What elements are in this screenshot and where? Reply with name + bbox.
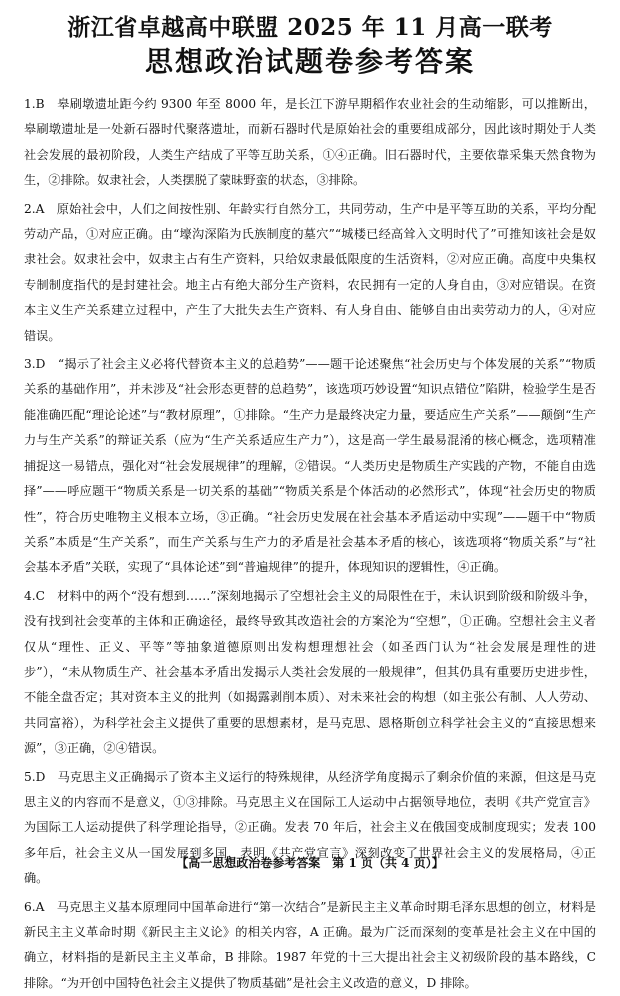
answer-item-4: 4.C 材料中的两个“没有想到……”深刻地揭示了空想社会主义的局限性在于，未认识到阶级和阶级斗争，没有找到社会变革的主体和正确途径，最终导致其改造社会的方案沦为“空想”，①正确。空想社会主义者仅从“理性、正义、平等”等抽象道德原则出发构想理想社会（如圣西门认为“社会发展是理性的进步”），“未从物质生产、社会基本矛盾出发揭示人类社会发展的一般规律”，但其仍具有重要历史进步性，不能全盘否定；其对资本主义的批判（如揭露剥削本质）、对未来社会的构想（如主张公有制、人人劳动、共同富裕），为科学社会主义提供了重要的思想素材，是马克思、恩格斯创立科学社会主义的“直接思想来源”，③正确，②④错误。	[24, 588, 596, 756]
exam-title: 浙江省卓越高中联盟 2025 年 11 月高一联考	[67, 14, 553, 41]
page-footer: 【高一思想政治卷参考答案 第 1 页（共 4 页）】	[176, 856, 444, 870]
answer-item-5: 5.D 马克思主义正确揭示了资本主义运行的特殊规律，从经济学角度揭示了剩余价值的来源，但这是马克思主义的内容而不是意义，①③排除。马克思主义在国际工人运动中占据领导地位，表明《共产党宣言》为国际工人运动提供了科学理论指导，②正确。发表 70 年后，社会主义在俄国变成制度现实；发表 100 多年后，社会主义从一国发展到多国，表明《共产党宣言》深刻改变了世界社会主义的发展格局，④正确。	[24, 769, 596, 886]
answer-item-1: 1.B 皋刷墩遗址距今约 9300 年至 8000 年，是长江下游早期稻作农业社会的生动缩影，可以推断出，皋刷墩遗址是一处新石器时代聚落遗址，而新石器时代是原始社会的重要组成部分，因此该时期处于人类社会发展的最初阶段，人类生产结成了平等互助关系，①④正确。旧石器时代，主要依靠采集天然食物为生，②排除。奴隶社会，人类摆脱了蒙昧野蛮的状态，③排除。	[24, 97, 596, 188]
answer-key-title: 思想政治试题卷参考答案	[144, 45, 475, 78]
answer-item-3: 3.D “揭示了社会主义必将代替资本主义的总趋势”——题干论述聚焦“社会历史与个体发展的关系”“物质关系的基础作用”，并未涉及“社会形态更替的总趋势”，该选项巧妙设置“知识点错位”陷阱，检验学生是否能准确匹配“理论论述”与“教材原理”，①排除。“生产力是最终决定力量，要适应生产关系”——颠倒“生产力与生产关系”的辩证关系（应为“生产关系适应生产力”），这是高一学生最易混淆的核心概念，选项精准捕捉这一易错点，强化对“社会发展规律”的理解，②错误。“人类历史是物质生产实践的产物，不能自由选择”——呼应题干“物质关系是一切关系的基础”“物质关系是个体活动的必然形式”，体现“社会历史的物质性”，符合历史唯物主义根本立场，③正确。“社会历史发展在社会基本矛盾运动中实现”——题干中“物质关系”本质是“生产关系”，而生产关系与生产力的矛盾是社会基本矛盾的核心，该选项将“物质关系”与“社会基本矛盾”关联，实现了“具体论述”到“普遍规律”的提升，体现知识的逻辑性，④正确。	[24, 357, 596, 575]
answer-item-2: 2.A 原始社会中，人们之间按性别、年龄实行自然分工，共同劳动，生产中是平等互助的关系，平均分配劳动产品，①对应正确。由“壕沟深陷为氏族制度的墓穴”“城楼已经高耸入文明时代了”可推知该社会是奴隶社会。奴隶社会中，奴隶主占有生产资料，只给奴隶最低限度的生活资料，②对应正确。高度中央集权专制制度指代的是封建社会。地主占有绝大部分生产资料，农民拥有一定的人身自由，③对应错误。在资本主义生产关系建立过程中，产生了大批失去生产资料、有人身自由、能够自由出卖劳动力的人，④对应错误。	[24, 201, 596, 343]
answer-item-6: 6.A 马克思主义基本原理同中国革命进行“第一次结合”是新民主主义革命时期毛泽东思想的创立，材料是新民主主义革命时期《新民主主义论》的相关内容，A 正确。最为广泛而深刻的变革是社会主义在中国的确立，材料指的是新民主主义革命，B 排除。1987 年党的十三大提出社会主义初级阶段的基本路线，C 排除。“为开创中国特色社会主义提供了物质基础”是社会主义改造的意义，D 排除。	[24, 899, 596, 990]
